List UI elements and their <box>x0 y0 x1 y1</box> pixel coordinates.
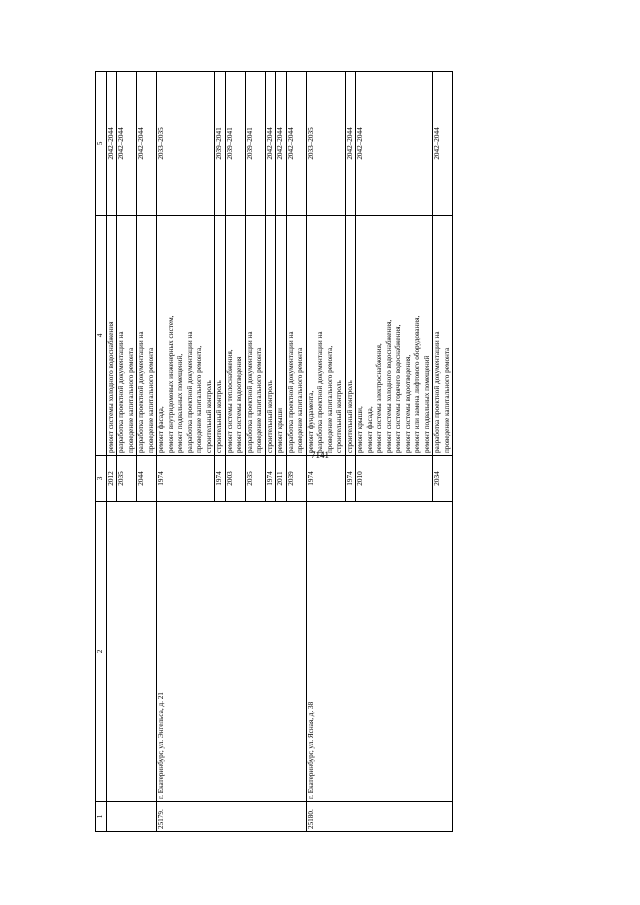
year-cell: 2011 <box>276 456 287 502</box>
period-cell: 2042–2044 <box>265 72 276 216</box>
year-cell: 2010 <box>356 456 433 502</box>
year-cell: 2035 <box>117 456 137 502</box>
work-cell: разработка проектной документации на проведение капитального ремонта <box>117 216 137 456</box>
header-cell: 5 <box>96 72 107 216</box>
year-cell: 1974 <box>345 456 356 502</box>
object-number-cell: 25179. <box>157 802 307 832</box>
repair-schedule-table <box>95 71 453 832</box>
period-cell: 2042–2044 <box>286 72 306 216</box>
work-cell: разработка проектной документации на проведение капитального ремонта <box>433 216 453 456</box>
object-number-cell <box>106 802 157 832</box>
year-cell: 1974 <box>265 456 276 502</box>
period-cell: 2033–2035 <box>306 72 345 216</box>
work-cell: ремонт фасада, ремонт внутридомовых инженерных систем, ремонт подвальных помещений, разработка проектной документации на проведение капитального ремонта, строительный контроль <box>157 216 215 456</box>
work-cell: ремонт фундамента, разработка проектной документации на проведение капитального ремонта, строительный контроль <box>306 216 345 456</box>
period-cell: 2042–2044 <box>356 72 433 216</box>
work-cell: строительный контроль <box>215 216 226 456</box>
address-cell: г. Екатеринбург, ул. Энгельса, д. 21 <box>157 502 307 802</box>
period-cell: 2039–2041 <box>225 72 245 216</box>
address-cell <box>106 502 157 802</box>
work-cell: ремонт системы теплоснабжения, ремонт системы водоотведения <box>225 216 245 456</box>
header-row <box>96 72 107 832</box>
year-cell: 2039 <box>286 456 306 502</box>
work-cell: строительный контроль <box>265 216 276 456</box>
header-cell: 4 <box>96 216 107 456</box>
period-cell: 2042–2044 <box>433 72 453 216</box>
year-cell: 1974 <box>215 456 226 502</box>
period-cell: 2042–2044 <box>345 72 356 216</box>
period-cell: 2042–2044 <box>137 72 157 216</box>
year-cell: 1974 <box>306 456 345 502</box>
table-row <box>306 72 345 832</box>
work-cell: разработка проектной документации на проведение капитального ремонта <box>286 216 306 456</box>
object-number-cell: 25180. <box>306 802 453 832</box>
year-cell: 2034 <box>433 456 453 502</box>
header-cell: 1 <box>96 802 107 832</box>
work-cell: ремонт крыши, ремонт фасада, ремонт системы электроснабжения, ремонт системы холодного водоснабжения, ремонт системы горячего водоснабжения, ремонт системы водоотведения, ремонт или замена лифтового оборудования, ремонт подвальных помещений <box>356 216 433 456</box>
period-cell: 2042–2044 <box>276 72 287 216</box>
year-cell: 2044 <box>137 456 157 502</box>
address-cell: г. Екатеринбург, ул. Ясная, д. 38 <box>306 502 453 802</box>
table-row <box>157 72 215 832</box>
work-cell: разработка проектной документации на проведение капитального ремонта <box>245 216 265 456</box>
year-cell: 2003 <box>225 456 245 502</box>
year-cell: 2012 <box>106 456 117 502</box>
header-cell: 2 <box>96 502 107 802</box>
work-cell: ремонт системы холодного водоснабжения <box>106 216 117 456</box>
period-cell: 2039–2041 <box>215 72 226 216</box>
year-cell: 1974 <box>157 456 215 502</box>
table-row <box>106 72 117 832</box>
period-cell: 2033–2035 <box>157 72 215 216</box>
page-number: 7141 <box>311 450 329 460</box>
rotated-page-content <box>95 12 545 892</box>
work-cell: разработка проектной документации на проведение капитального ремонта <box>137 216 157 456</box>
period-cell: 2042–2044 <box>117 72 137 216</box>
header-cell: 3 <box>96 456 107 502</box>
year-cell: 2035 <box>245 456 265 502</box>
work-cell: строительный контроль <box>345 216 356 456</box>
work-cell: ремонт крыши <box>276 216 287 456</box>
period-cell: 2039–2041 <box>245 72 265 216</box>
period-cell: 2042–2044 <box>106 72 117 216</box>
